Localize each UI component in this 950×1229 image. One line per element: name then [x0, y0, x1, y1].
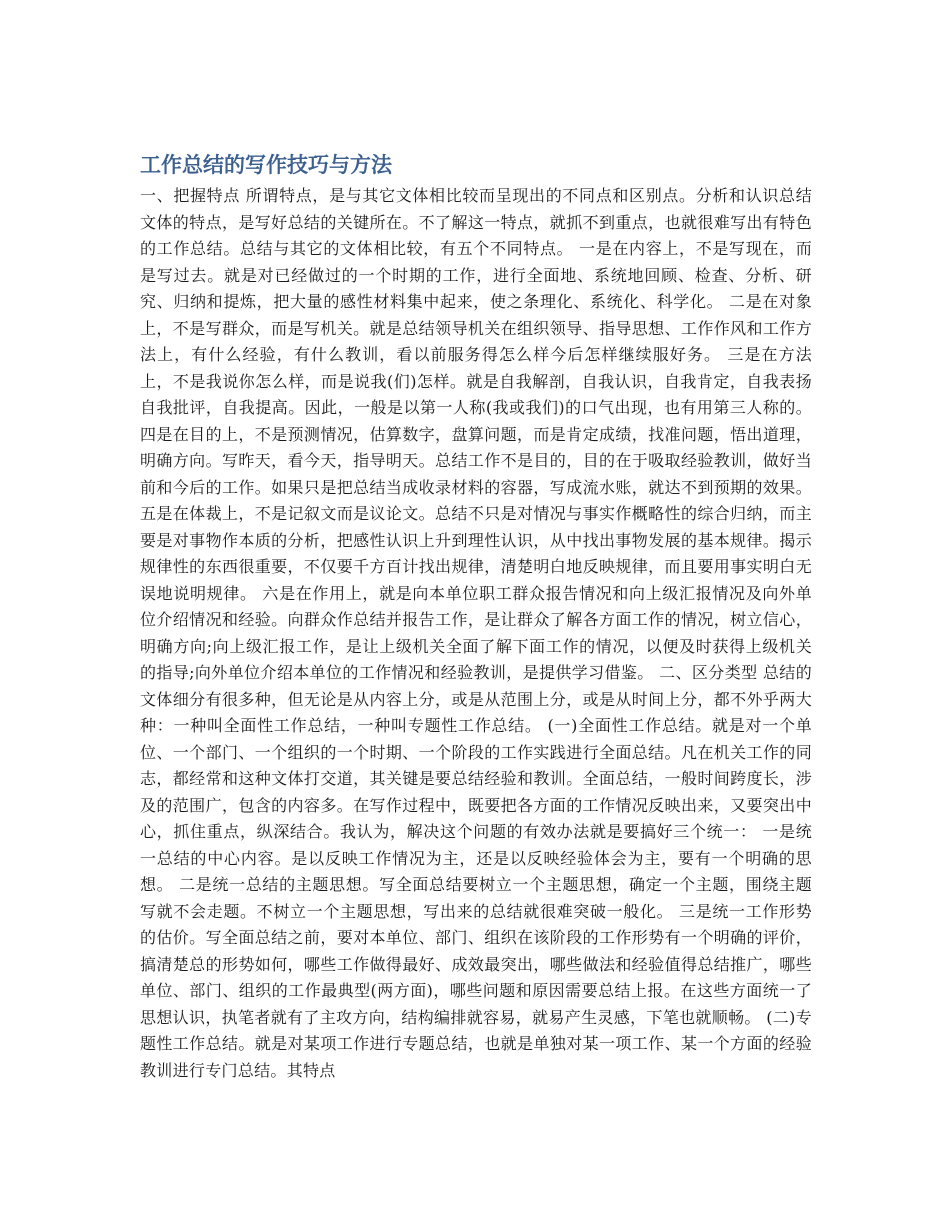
- document-body: 一、把握特点 所谓特点，是与其它文体相比较而呈现出的不同点和区别点。分析和认识总结文体的特点，是写好总结的关键所在。不了解这一特点，就抓不到重点，也就很难写出有特色的工作总结。总结与其它的文体相比较，有五个不同特点。 一是在内容上，不是写现在，而是写过去。就是对已经做过的一个时期的工作，进行全面地、系统地回顾、检查、分析、研究、归纳和提炼，把大量的感性材料集中起来，使之条理化、系统化、科学化。 二是在对象上，不是写群众，而是写机关。就是总结领导机关在组织领导、指导思想、工作作风和工作方法上，有什么经验，有什么教训，看以前服务得怎么样今后怎样继续服好务。 三是在方法上，不是我说你怎么样，而是说我(们)怎样。就是自我解剖，自我认识，自我肯定，自我表扬自我批评，自我提高。因此，一般是以第一人称(我或我们)的口气出现，也有用第三人称的。 四是在目的上，不是预测情况，估算数字，盘算问题，而是肯定成绩，找准问题，悟出道理，明确方向。写昨天，看今天，指导明天。总结工作不是目的，目的在于吸取经验教训，做好当前和今后的工作。如果只是把总结当成收录材料的容器，写成流水账，就达不到预期的效果。 五是在体裁上，不是记叙文而是议论文。总结不只是对情况与事实作概略性的综合归纳，而主要是对事物作本质的分析，把感性认识上升到理性认识，从中找出事物发展的基本规律。揭示规律性的东西很重要，不仅要千方百计找出规律，清楚明白地反映规律，而且要用事实明白无误地说明规律。 六是在作用上，就是向本单位职工群众报告情况和向上级汇报情况及向外单位介绍情况和经验。向群众作总结并报告工作，是让群众了解各方面工作的情况，树立信心，明确方向;向上级汇报工作，是让上级机关全面了解下面工作的情况，以便及时获得上级机关的指导;向外单位介绍本单位的工作情况和经验教训，是提供学习借鉴。 二、区分类型 总结的文体细分有很多种，但无论是从内容上分，或是从范围上分，或是从时间上分，都不外乎两大种：一种叫全面性工作总结，一种叫专题性工作总结。 (一)全面性工作总结。就是对一个单位、一个部门、一个组织的一个时期、一个阶段的工作实践进行全面总结。凡在机关工作的同志，都经常和这种文体打交道，其关键是要总结经验和教训。全面总结，一般时间跨度长，涉及的范围广，包含的内容多。在写作过程中，既要把各方面的工作情况反映出来，又要突出中心，抓住重点，纵深结合。我认为，解决这个问题的有效办法就是要搞好三个统一： 一是统一总结的中心内容。是以反映工作情况为主，还是以反映经验体会为主，要有一个明确的思想。 二是统一总结的主题思想。写全面总结要树立一个主题思想，确定一个主题，围绕主题写就不会走题。不树立一个主题思想，写出来的总结就很难突破一般化。 三是统一工作形势的估价。写全面总结之前，要对本单位、部门、组织在该阶段的工作形势有一个明确的评价，搞清楚总的形势如何，哪些工作做得最好、成效最突出，哪些做法和经验值得总结推广，哪些单位、部门、组织的工作最典型(两方面)，哪些问题和原因需要总结上报。在这些方面统一了思想认识，执笔者就有了主攻方向，结构编排就容易，就易产生灵感，下笔也就顺畅。 (二)专题性工作总结。就是对某项工作进行专题总结，也就是单独对某一项工作、某一个方面的经验教训进行专门总结。其特点: [140, 186, 812, 1080]
- document-title: 工作总结的写作技巧与方法: [140, 153, 392, 177]
